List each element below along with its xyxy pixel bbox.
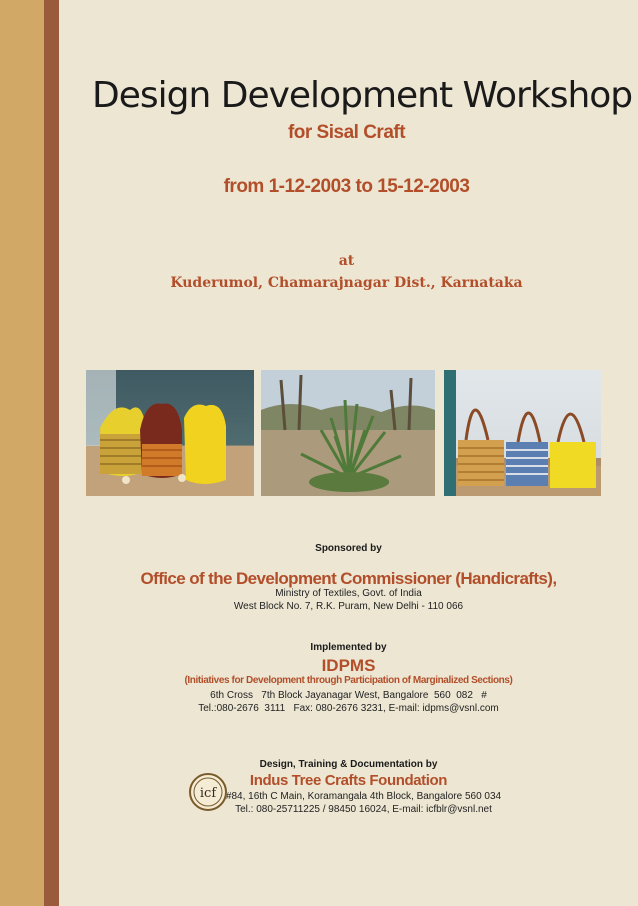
workshop-dates: from 1-12-2003 to 15-12-2003 [223,176,470,197]
implementer-name: IDPMS [321,656,376,675]
document-title: Design Development Workshop [92,75,633,116]
design-training-label: Design, Training & Documentation by [259,759,438,770]
photo-sisal-handbags [444,370,601,496]
sponsor-line-2: West Block No. 7, R.K. Puram, New Delhi - 110 066 [233,601,464,612]
implementer-full-name: (Initiatives for Development through Participation of Marginalized Sections) [184,675,513,686]
icf-line-2: Tel.: 080-25711225 / 98450 16024, E-mail: icfblr@vsnl.net [235,804,492,815]
icf-name: Indus Tree Crafts Foundation [249,772,448,789]
sponsored-by-label: Sponsored by [315,543,382,554]
photo-drawstring-bags [86,370,254,496]
venue-place: Kuderumol, Chamarajnagar Dist., Karnataka [170,275,523,291]
icf-logo-text: icf [199,786,217,801]
sponsor-name: Office of the Development Commissioner (Handicrafts), [140,569,557,588]
venue-at: at [338,253,355,269]
document-subtitle: for Sisal Craft [287,122,406,143]
implementer-line-1: 6th Cross 7th Block Jayanagar West, Bangalore 560 082 # [210,690,487,701]
implementer-line-2: Tel.:080-2676 3111 Fax: 080-2676 3231, E-mail: idpms@vsnl.com [198,703,499,714]
implemented-by-label: Implemented by [310,642,387,653]
sponsor-line-1: Ministry of Textiles, Govt. of India [275,588,422,599]
photo-sisal-plant [261,370,435,496]
icf-line-1: #84, 16th C Main, Koramangala 4th Block, Bangalore 560 034 [225,791,502,802]
icf-logo-icon [188,772,228,812]
